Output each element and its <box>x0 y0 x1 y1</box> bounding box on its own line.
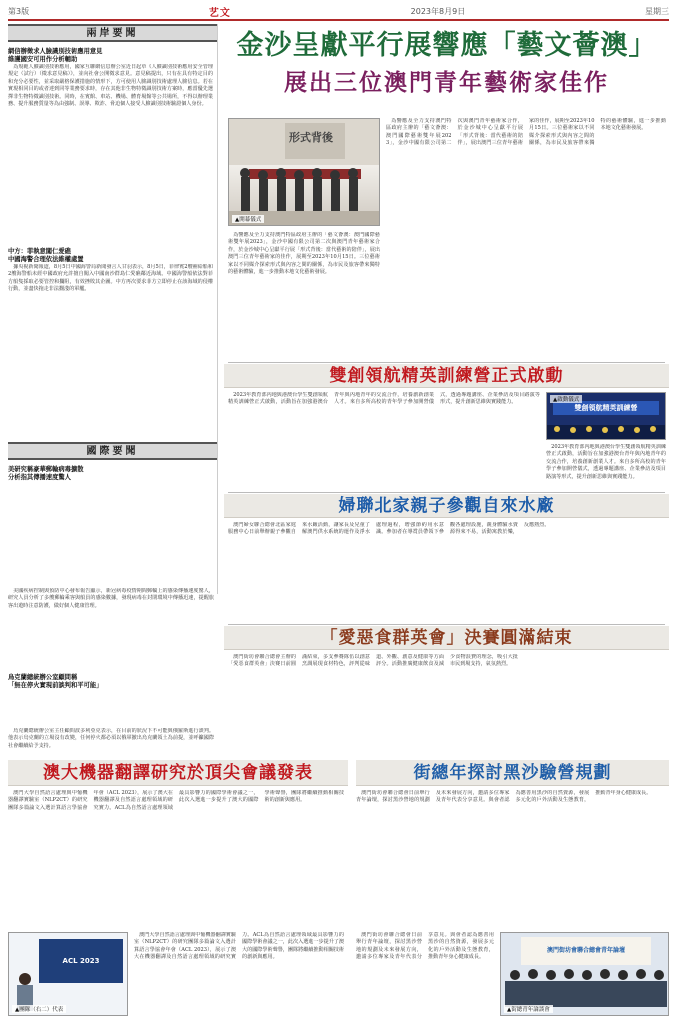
family-headline: 婦聯北家親子參觀自來水廠 <box>224 494 669 518</box>
article1-body: 為規範人臉識別技術應用，國家互聯網信息辦公室近日起草《人臉識別技術應用安全管理規定（試行）（徵求意見稿）》，並向社會公開徵求意見。意見稿提出，只有在具有特定目的和充分必要性，並采取嚴格保護措施的情形下，方可使用人臉識別技術處理人臉信息。若在實現相同目的或者達到同等業務要求時，存在其他非生物特徵識別技術方案時，應當優先選擇非生物特徵識別技術。同時，在賓館、車站、機場、體育場館等公共場所，不得以辦理業務、提升服務質量等為由強制、誤導、欺詐、脅迫個人接受人臉識別技術驗證個人身份。 <box>8 64 213 108</box>
food-article-body: 澳門街坊會聯合總會主辦的「愛惡食群英會」決賽日前圓滿結束，多支參賽隊伍以創意烹調展現食材特色，評判從味道、外觀、創意及健康等方面評分。活動推廣健康飲食及減少食物浪費的理念，吸引大批市民到場支持，氣氛熱烈。 <box>228 654 518 668</box>
lead-article-body-b: 為響應及全力支持澳門特區政府主辦的「藝文薈澳：澳門國際藝術雙年展2023」，金沙中國有限公司第二次與澳門青年藝術家合作，於金沙城中心呈獻平行展「形式背後：當代藝術的陪伴」，展出澳門三位青年藝術家的佳作，展期至2023年10月15日。三位藝術家以不同媒介探索形式與內容之間的關係，為市民及旅客帶來獨特的藝術體驗，進一步推動本地文化藝術發展。 <box>386 118 666 147</box>
ngo-article-body: 澳門街坊會聯合總會日前舉行青年論壇，探討黑沙營地的規劃及未來發展方向，邀請多位專家及青年代表分享意見。與會者認為應善用黑沙的自然資源，發展多元化的戶外活動及生態教育，推動青年身心健康成長。 <box>356 790 652 804</box>
section-international: 國際要聞 <box>8 442 217 460</box>
acl-article-body: 澳門大學自然語言處理與中葡機器翻譯實驗室（NLP2CT）的研究團隊多篇論文入選計算語言學協會年會（ACL 2023），展示了澳大在機器翻譯及自然語言處理領域的研究實力。ACL為自然語言處理領域最具影響力的國際學術會議之一，此次入選進一步提升了澳大的國際學術聲譽，團隊將繼續推動相關技術的創新與應用。 <box>8 790 344 811</box>
opening-photo <box>228 118 380 226</box>
ngo-photo-caption: ▲街總青年論談會 <box>504 1005 553 1013</box>
article2-subtitle: 中國海警合理依法維權處置 <box>8 256 84 263</box>
left-column <box>8 24 218 594</box>
camp-stage-banner: 雙創領航精英訓練營 <box>553 401 659 415</box>
ngo-backdrop: 澳門街坊會聯合總會青年論壇 <box>521 937 651 965</box>
acl-headline: 澳大機器翻譯研究於頂尖會議發表 <box>8 760 348 786</box>
header-rule <box>8 19 669 21</box>
article4-subtitle: 「無在停火實現前談判和平可能」 <box>8 682 103 689</box>
lead-headline: 金沙呈獻平行展響應「藝文薈澳」 <box>236 30 657 61</box>
camp-article-body: 2023年教育部內地與港澳台學生雙創領航精英訓練營正式啟動，活動旨在加強港澳台青年與內地青年的交流合作，培養創新創業人才。來自多所高校的青年學子參加開營儀式，透過專題講座、企業參訪及項目路演等形式，提升創新思維與實踐能力。 <box>228 392 540 406</box>
camp-photo-caption: ▲啟動儀式 <box>550 395 582 403</box>
article3-title: 美研究稱豪華郵輪病毒擴散 <box>8 466 84 473</box>
article4-body: 烏克蘭總統辦公室主任顧問波多利亞克表示，在目前的狀況下不可能與俄羅斯進行談判。他表示烏克蘭的立場沒有改變，任何停火都必須以俄軍撤出烏克蘭領土為前提，並呼籲國際社會繼續給予支持。 <box>8 728 214 749</box>
separator-3 <box>228 624 665 625</box>
acl-photo-caption: ▲團隊（右二）代表 <box>12 1005 66 1013</box>
food-headline: 「愛惡食群英會」決賽圓滿結束 <box>224 626 669 650</box>
ngo-headline: 街總年探討黑沙驗營規劃 <box>356 760 669 786</box>
lead-subheadline: 展出三位澳門青年藝術家佳作 <box>284 69 609 96</box>
acl-presenter-illustration <box>9 933 128 1016</box>
left-column-bottom <box>8 728 218 758</box>
acl-slide: ACL 2023 <box>39 939 123 983</box>
article4-title: 烏克蘭總統辦公室顧問稱 <box>8 674 78 681</box>
left-column-lower <box>8 588 218 726</box>
article1-subtitle: 維護國安可用作分析輔助 <box>8 56 78 63</box>
article2-title: 中方：菲執意闖仁愛礁 <box>8 248 71 255</box>
separator-1 <box>228 362 665 363</box>
article2-body: 據央視新聞報道，8月5日中國海警局新聞發言人甘羽表示，8月5日，菲律賓2艘補給船和2艘海警船未經中國政府允許擅自闖入中國南沙群島仁愛礁鄰近海域。中國海警船依法對菲方船隻採取必要管控和攔阻，有效挫敗其企圖。中方再次要求菲方立即停止在該海域的侵權行動，並盡快拖走非法擱淺的軍艦。 <box>8 264 213 293</box>
ngo-group-illustration <box>501 933 669 1016</box>
page-weekday: 星期三 <box>644 6 669 16</box>
exhibition-sign: 形式背後 <box>289 131 333 144</box>
camp-photo <box>546 392 666 440</box>
family-article-body: 澳門婦女聯合總會北區家庭服務中心日前舉辦親子參觀自來水廠活動，讓家長及兒童了解澳門供水系統的運作及淨水處理過程，增強節約用水意識。參加者在導賞員帶領下參觀各處理設施，親身體驗水資源得來不易，活動寓教於樂，反應熱烈。 <box>228 522 550 536</box>
separator-2 <box>228 492 665 493</box>
opening-photo-caption: ▲開幕儀式 <box>232 215 264 223</box>
article1-title: 網信辦徵求人臉識別技術應用意見 <box>8 48 103 55</box>
masthead: 艺文 <box>208 7 231 19</box>
camp-article-body-b: 2023年教育部內地與港澳台學生雙創領航精英訓練營正式啟動，活動旨在加強港澳台青年與內地青年的交流合作，培養創新創業人才。來自多所高校的青年學子參加開營儀式，透過專題講座、企業參訪及項目路演等形式，提升創新思維與實踐能力。 <box>546 444 666 480</box>
camp-headline: 雙創領航精英訓練營正式啟動 <box>224 364 669 388</box>
article3-body: 美國疾病控制與預防中心發布報告顯示，新冠病毒疫情期間郵輪上的感染傳播速度驚人，研究人員分析了多艘郵輪乘客與船員的感染數據，發現病毒在封閉環境中傳播迅速，提醒旅客出遊時注意防護，做好個人健康管理。 <box>8 588 214 609</box>
page-number: 第3版 <box>8 6 30 16</box>
ngo-article-body-b: 澳門街坊會聯合總會日前舉行青年論壇，探討黑沙營地的規劃及未來發展方向，邀請多位專家及青年代表分享意見。與會者認為應善用黑沙的自然資源，發展多元化的戶外活動及生態教育，推動青年身心健康成長。 <box>356 932 494 961</box>
page-header <box>8 4 669 18</box>
article3-subtitle: 分析指其傳播速度驚人 <box>8 474 71 481</box>
lead-headline-block <box>224 26 669 110</box>
acl-article-body-b: 澳門大學自然語言處理與中葡機器翻譯實驗室（NLP2CT）的研究團隊多篇論文入選計算語言學協會年會（ACL 2023），展示了澳大在機器翻譯及自然語言處理領域的研究實力。ACL為自然語言處理領域最具影響力的國際學術會議之一，此次入選進一步提升了澳大的國際學術聲譽，團隊將繼續推動相關技術的創新與應用。 <box>134 932 344 961</box>
ngo-photo <box>500 932 669 1016</box>
acl-photo <box>8 932 128 1016</box>
page-date: 2023年8月9日 <box>410 6 466 16</box>
section-cross-strait: 兩岸要聞 <box>8 24 217 42</box>
lead-article-body-a: 為響應及全力支持澳門特區政府主辦的「藝文薈澳：澳門國際藝術雙年展2023」，金沙中國有限公司第二次與澳門青年藝術家合作，於金沙城中心呈獻平行展「形式背後：當代藝術的陪伴」，展出澳門三位青年藝術家的佳作，展期至2023年10月15日。三位藝術家以不同媒介探索形式與內容之間的關係，為市民及旅客帶來獨特的藝術體驗，進一步推動本地文化藝術發展。 <box>228 232 380 276</box>
camp-audience-illustration <box>547 419 666 439</box>
